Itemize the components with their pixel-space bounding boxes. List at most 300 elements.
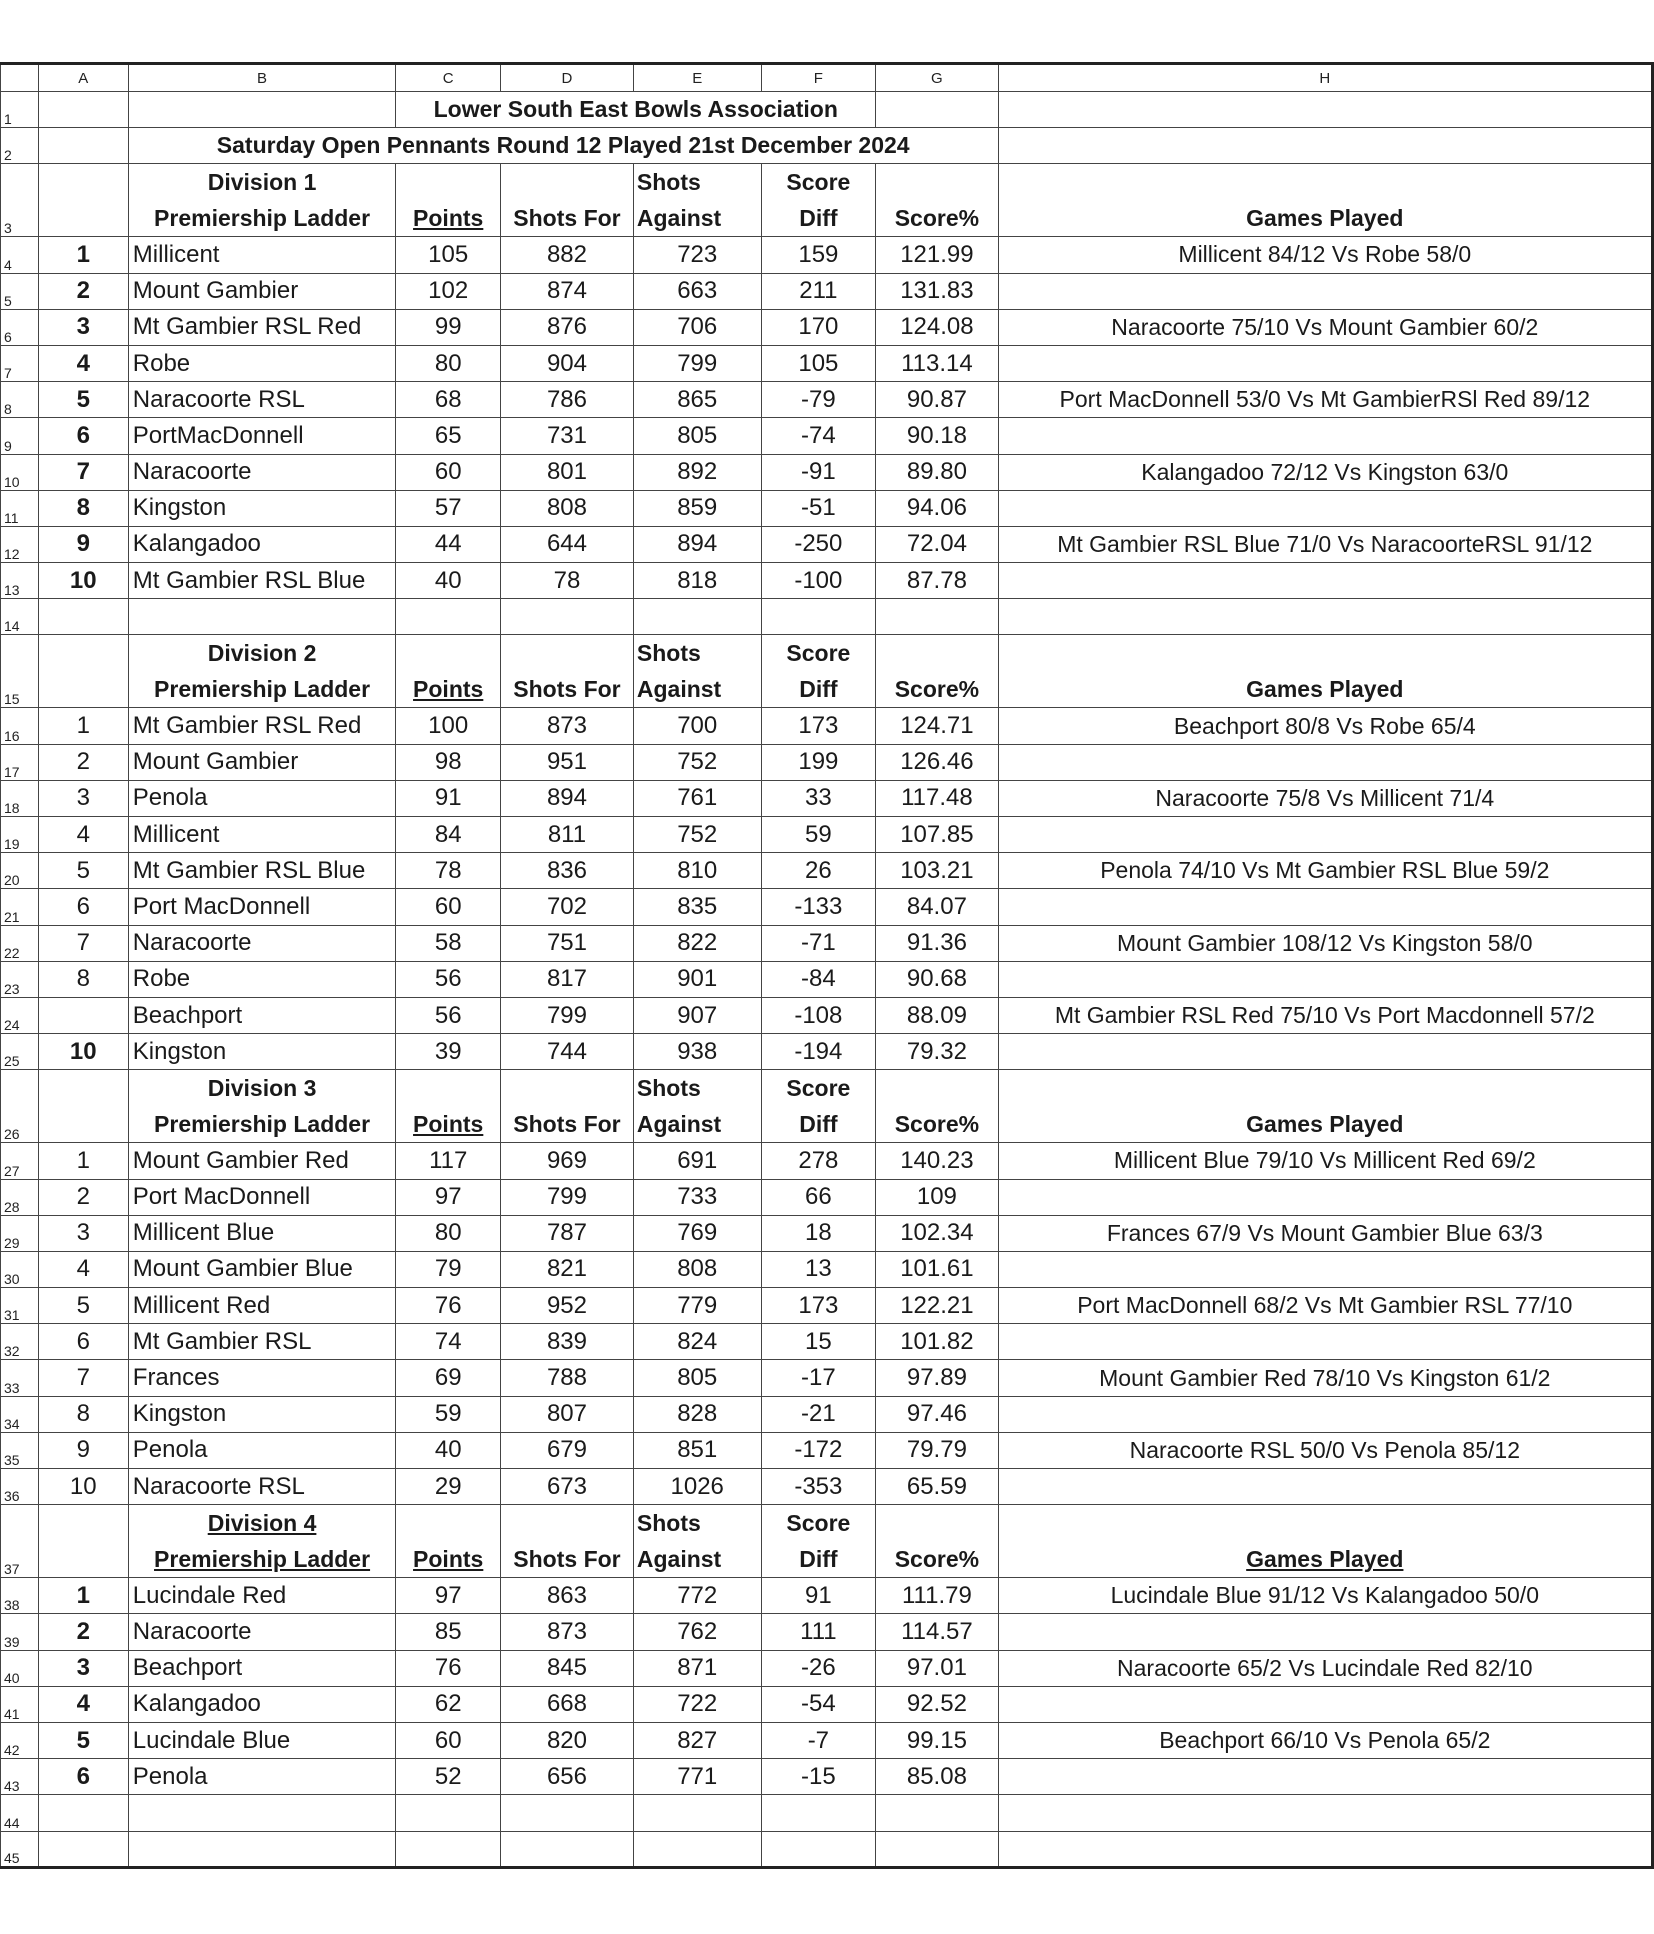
score-diff-cell[interactable]: -51: [761, 490, 876, 526]
game-played-cell[interactable]: [998, 563, 1652, 599]
row-number[interactable]: 7: [1, 345, 39, 381]
team-name-cell[interactable]: Frances: [128, 1360, 396, 1396]
game-played-cell[interactable]: Kalangadoo 72/12 Vs Kingston 63/0: [998, 454, 1652, 490]
score-percent-cell[interactable]: 117.48: [876, 780, 998, 816]
rank-cell[interactable]: 10: [38, 1034, 128, 1070]
team-name-cell[interactable]: Mount Gambier Blue: [128, 1251, 396, 1287]
shots-for-cell[interactable]: 820: [501, 1722, 634, 1758]
points-cell[interactable]: 76: [396, 1650, 501, 1686]
score-percent-cell[interactable]: 131.83: [876, 273, 998, 309]
games-played-header[interactable]: [998, 1070, 1652, 1143]
score-diff-header[interactable]: [761, 1070, 876, 1143]
game-played-cell[interactable]: Naracoorte 65/2 Vs Lucindale Red 82/10: [998, 1650, 1652, 1686]
games-played-header[interactable]: [998, 164, 1652, 237]
shots-against-cell[interactable]: 799: [633, 345, 761, 381]
cell-empty[interactable]: [633, 599, 761, 635]
shots-against-cell[interactable]: 907: [633, 997, 761, 1033]
points-cell[interactable]: 56: [396, 961, 501, 997]
row-number[interactable]: 31: [1, 1288, 39, 1324]
points-cell[interactable]: 52: [396, 1759, 501, 1795]
shots-against-cell[interactable]: 691: [633, 1143, 761, 1179]
game-played-cell[interactable]: Lucindale Blue 91/12 Vs Kalangadoo 50/0: [998, 1578, 1652, 1614]
corner-cell[interactable]: [1, 64, 39, 92]
points-cell[interactable]: 57: [396, 490, 501, 526]
game-played-cell[interactable]: Mt Gambier RSL Blue 71/0 Vs NaracoorteRSL 91/12: [998, 526, 1652, 562]
score-percent-cell[interactable]: 88.09: [876, 997, 998, 1033]
shots-against-header[interactable]: [633, 1505, 761, 1578]
score-diff-cell[interactable]: 278: [761, 1143, 876, 1179]
score-diff-cell[interactable]: 66: [761, 1179, 876, 1215]
cell-empty[interactable]: [501, 599, 634, 635]
score-percent-cell[interactable]: 102.34: [876, 1215, 998, 1251]
row-number[interactable]: 43: [1, 1759, 39, 1795]
score-diff-cell[interactable]: 26: [761, 853, 876, 889]
shots-against-header[interactable]: [633, 1070, 761, 1143]
score-percent-cell[interactable]: 90.87: [876, 382, 998, 418]
team-name-cell[interactable]: Kingston: [128, 490, 396, 526]
score-percent-cell[interactable]: 140.23: [876, 1143, 998, 1179]
rank-cell[interactable]: 8: [38, 490, 128, 526]
rank-cell[interactable]: 1: [38, 708, 128, 744]
points-cell[interactable]: 74: [396, 1324, 501, 1360]
shots-against-cell[interactable]: 851: [633, 1432, 761, 1468]
game-played-cell[interactable]: [998, 490, 1652, 526]
points-cell[interactable]: 99: [396, 309, 501, 345]
score-percent-cell[interactable]: 91.36: [876, 925, 998, 961]
rank-cell[interactable]: 8: [38, 961, 128, 997]
game-played-cell[interactable]: [998, 1614, 1652, 1650]
row-number[interactable]: 32: [1, 1324, 39, 1360]
score-percent-cell[interactable]: 94.06: [876, 490, 998, 526]
rank-cell[interactable]: 4: [38, 345, 128, 381]
game-played-cell[interactable]: Mount Gambier 108/12 Vs Kingston 58/0: [998, 925, 1652, 961]
game-played-cell[interactable]: Mt Gambier RSL Red 75/10 Vs Port Macdonnell 57/2: [998, 997, 1652, 1033]
team-name-cell[interactable]: Millicent Blue: [128, 1215, 396, 1251]
team-name-cell[interactable]: Kalangadoo: [128, 526, 396, 562]
shots-for-cell[interactable]: 78: [501, 563, 634, 599]
score-diff-cell[interactable]: 13: [761, 1251, 876, 1287]
row-number[interactable]: 40: [1, 1650, 39, 1686]
row-number[interactable]: 18: [1, 780, 39, 816]
rank-cell[interactable]: 3: [38, 780, 128, 816]
rank-cell[interactable]: 6: [38, 1324, 128, 1360]
shots-for-cell[interactable]: 788: [501, 1360, 634, 1396]
score-diff-header[interactable]: [761, 164, 876, 237]
points-cell[interactable]: 60: [396, 1722, 501, 1758]
points-cell[interactable]: 97: [396, 1578, 501, 1614]
row-number[interactable]: 20: [1, 853, 39, 889]
points-cell[interactable]: 80: [396, 1215, 501, 1251]
score-diff-cell[interactable]: 91: [761, 1578, 876, 1614]
shots-against-cell[interactable]: 827: [633, 1722, 761, 1758]
shots-for-cell[interactable]: 799: [501, 1179, 634, 1215]
shots-for-cell[interactable]: 787: [501, 1215, 634, 1251]
column-header-h[interactable]: H: [998, 64, 1652, 92]
team-name-cell[interactable]: Mt Gambier RSL Blue: [128, 853, 396, 889]
cell-empty[interactable]: [128, 599, 396, 635]
points-cell[interactable]: 91: [396, 780, 501, 816]
team-name-cell[interactable]: Mt Gambier RSL Blue: [128, 563, 396, 599]
score-diff-cell[interactable]: -250: [761, 526, 876, 562]
game-played-cell[interactable]: Port MacDonnell 68/2 Vs Mt Gambier RSL 77/10: [998, 1288, 1652, 1324]
row-number[interactable]: 19: [1, 817, 39, 853]
score-diff-cell[interactable]: 173: [761, 1288, 876, 1324]
points-header[interactable]: [396, 1070, 501, 1143]
row-number[interactable]: 17: [1, 744, 39, 780]
cell-empty[interactable]: [38, 164, 128, 237]
cell-empty[interactable]: [38, 1070, 128, 1143]
game-played-cell[interactable]: [998, 961, 1652, 997]
shots-for-cell[interactable]: 874: [501, 273, 634, 309]
score-percent-header[interactable]: Score%: [876, 1070, 998, 1143]
column-header-g[interactable]: G: [876, 64, 998, 92]
team-name-cell[interactable]: Mount Gambier: [128, 273, 396, 309]
score-diff-cell[interactable]: -172: [761, 1432, 876, 1468]
column-header-b[interactable]: B: [128, 64, 396, 92]
points-cell[interactable]: 60: [396, 454, 501, 490]
shots-against-cell[interactable]: 772: [633, 1578, 761, 1614]
score-diff-cell[interactable]: -15: [761, 1759, 876, 1795]
points-cell[interactable]: 69: [396, 1360, 501, 1396]
team-name-cell[interactable]: Penola: [128, 1432, 396, 1468]
score-percent-cell[interactable]: 72.04: [876, 526, 998, 562]
games-played-header[interactable]: [998, 1505, 1652, 1578]
game-played-cell[interactable]: [998, 817, 1652, 853]
score-diff-cell[interactable]: -17: [761, 1360, 876, 1396]
score-diff-cell[interactable]: 18: [761, 1215, 876, 1251]
cell-empty[interactable]: [998, 599, 1652, 635]
rank-cell[interactable]: 6: [38, 418, 128, 454]
shots-against-cell[interactable]: 810: [633, 853, 761, 889]
shots-for-cell[interactable]: 836: [501, 853, 634, 889]
game-played-cell[interactable]: Millicent Blue 79/10 Vs Millicent Red 69/2: [998, 1143, 1652, 1179]
game-played-cell[interactable]: [998, 744, 1652, 780]
shots-against-cell[interactable]: 769: [633, 1215, 761, 1251]
row-number[interactable]: 37: [1, 1505, 39, 1578]
cell-empty[interactable]: [876, 1795, 998, 1831]
shots-against-cell[interactable]: 818: [633, 563, 761, 599]
shots-against-cell[interactable]: 901: [633, 961, 761, 997]
team-name-cell[interactable]: Mt Gambier RSL: [128, 1324, 396, 1360]
team-name-cell[interactable]: Millicent: [128, 817, 396, 853]
cell-empty[interactable]: [38, 92, 128, 128]
team-name-cell[interactable]: Lucindale Blue: [128, 1722, 396, 1758]
rank-cell[interactable]: 5: [38, 1722, 128, 1758]
row-number[interactable]: 10: [1, 454, 39, 490]
shots-for-header[interactable]: Shots For: [501, 1505, 634, 1578]
team-name-cell[interactable]: Penola: [128, 1759, 396, 1795]
score-percent-cell[interactable]: 89.80: [876, 454, 998, 490]
rank-cell[interactable]: 1: [38, 1578, 128, 1614]
score-percent-cell[interactable]: 90.68: [876, 961, 998, 997]
score-diff-cell[interactable]: 59: [761, 817, 876, 853]
rank-cell[interactable]: 3: [38, 309, 128, 345]
rank-cell[interactable]: 9: [38, 526, 128, 562]
row-number[interactable]: 15: [1, 635, 39, 708]
game-played-cell[interactable]: Naracoorte 75/10 Vs Mount Gambier 60/2: [998, 309, 1652, 345]
rank-cell[interactable]: 6: [38, 1759, 128, 1795]
team-name-cell[interactable]: Mount Gambier: [128, 744, 396, 780]
score-diff-cell[interactable]: -108: [761, 997, 876, 1033]
cell-empty[interactable]: [633, 1831, 761, 1867]
shots-for-cell[interactable]: 807: [501, 1396, 634, 1432]
shots-for-cell[interactable]: 668: [501, 1686, 634, 1722]
shots-against-cell[interactable]: 752: [633, 744, 761, 780]
rank-cell[interactable]: 1: [38, 1143, 128, 1179]
points-cell[interactable]: 97: [396, 1179, 501, 1215]
column-header-c[interactable]: C: [396, 64, 501, 92]
cell-empty[interactable]: [38, 1795, 128, 1831]
points-cell[interactable]: 40: [396, 1432, 501, 1468]
score-percent-cell[interactable]: 122.21: [876, 1288, 998, 1324]
team-name-cell[interactable]: Kalangadoo: [128, 1686, 396, 1722]
score-diff-cell[interactable]: 15: [761, 1324, 876, 1360]
score-percent-cell[interactable]: 97.89: [876, 1360, 998, 1396]
rank-cell[interactable]: 2: [38, 1179, 128, 1215]
score-diff-cell[interactable]: 105: [761, 345, 876, 381]
points-header[interactable]: [396, 635, 501, 708]
rank-cell[interactable]: 5: [38, 1288, 128, 1324]
score-percent-cell[interactable]: 85.08: [876, 1759, 998, 1795]
shots-against-cell[interactable]: 805: [633, 418, 761, 454]
cell-empty[interactable]: [998, 92, 1652, 128]
team-name-cell[interactable]: PortMacDonnell: [128, 418, 396, 454]
points-cell[interactable]: 44: [396, 526, 501, 562]
rank-cell[interactable]: 4: [38, 1686, 128, 1722]
row-number[interactable]: 39: [1, 1614, 39, 1650]
cell-empty[interactable]: [396, 1795, 501, 1831]
points-cell[interactable]: 60: [396, 889, 501, 925]
cell-empty[interactable]: [876, 1831, 998, 1867]
points-header[interactable]: [396, 164, 501, 237]
shots-against-cell[interactable]: 779: [633, 1288, 761, 1324]
score-percent-cell[interactable]: 101.61: [876, 1251, 998, 1287]
points-cell[interactable]: 40: [396, 563, 501, 599]
score-percent-cell[interactable]: 90.18: [876, 418, 998, 454]
score-percent-cell[interactable]: 101.82: [876, 1324, 998, 1360]
shots-for-cell[interactable]: 845: [501, 1650, 634, 1686]
points-cell[interactable]: 68: [396, 382, 501, 418]
row-number[interactable]: 29: [1, 1215, 39, 1251]
row-number[interactable]: 33: [1, 1360, 39, 1396]
cell-empty[interactable]: [396, 599, 501, 635]
rank-cell[interactable]: 8: [38, 1396, 128, 1432]
score-diff-cell[interactable]: 111: [761, 1614, 876, 1650]
row-number[interactable]: 28: [1, 1179, 39, 1215]
score-diff-cell[interactable]: -54: [761, 1686, 876, 1722]
score-diff-cell[interactable]: -74: [761, 418, 876, 454]
team-name-cell[interactable]: Beachport: [128, 1650, 396, 1686]
row-number[interactable]: 13: [1, 563, 39, 599]
score-diff-cell[interactable]: -7: [761, 1722, 876, 1758]
points-cell[interactable]: 56: [396, 997, 501, 1033]
shots-against-cell[interactable]: 700: [633, 708, 761, 744]
team-name-cell[interactable]: Naracoorte: [128, 454, 396, 490]
row-number[interactable]: 21: [1, 889, 39, 925]
score-diff-cell[interactable]: 33: [761, 780, 876, 816]
points-cell[interactable]: 29: [396, 1469, 501, 1505]
shots-against-cell[interactable]: 722: [633, 1686, 761, 1722]
shots-against-cell[interactable]: 762: [633, 1614, 761, 1650]
cell-empty[interactable]: [396, 1831, 501, 1867]
row-number[interactable]: 22: [1, 925, 39, 961]
score-percent-cell[interactable]: 114.57: [876, 1614, 998, 1650]
division-title-cell[interactable]: [128, 164, 396, 237]
shots-against-cell[interactable]: 822: [633, 925, 761, 961]
cell-empty[interactable]: [501, 1795, 634, 1831]
score-percent-cell[interactable]: 113.14: [876, 345, 998, 381]
rank-cell[interactable]: 5: [38, 382, 128, 418]
score-diff-cell[interactable]: 199: [761, 744, 876, 780]
cell-empty[interactable]: [998, 1795, 1652, 1831]
points-cell[interactable]: 78: [396, 853, 501, 889]
round-subtitle[interactable]: Saturday Open Pennants Round 12 Played 21st December 2024: [128, 128, 998, 164]
points-cell[interactable]: 65: [396, 418, 501, 454]
row-number[interactable]: 34: [1, 1396, 39, 1432]
rank-cell[interactable]: 7: [38, 1360, 128, 1396]
game-played-cell[interactable]: Beachport 66/10 Vs Penola 65/2: [998, 1722, 1652, 1758]
score-percent-cell[interactable]: 87.78: [876, 563, 998, 599]
shots-for-cell[interactable]: 786: [501, 382, 634, 418]
row-number[interactable]: 14: [1, 599, 39, 635]
row-number[interactable]: 23: [1, 961, 39, 997]
score-diff-cell[interactable]: -133: [761, 889, 876, 925]
team-name-cell[interactable]: Robe: [128, 961, 396, 997]
row-number[interactable]: 3: [1, 164, 39, 237]
game-played-cell[interactable]: Naracoorte 75/8 Vs Millicent 71/4: [998, 780, 1652, 816]
shots-against-cell[interactable]: 733: [633, 1179, 761, 1215]
row-number[interactable]: 12: [1, 526, 39, 562]
shots-for-cell[interactable]: 817: [501, 961, 634, 997]
cell-empty[interactable]: [501, 1831, 634, 1867]
shots-for-cell[interactable]: 821: [501, 1251, 634, 1287]
row-number[interactable]: 11: [1, 490, 39, 526]
rank-cell[interactable]: 10: [38, 563, 128, 599]
game-played-cell[interactable]: [998, 1396, 1652, 1432]
rank-cell[interactable]: 4: [38, 1251, 128, 1287]
shots-against-cell[interactable]: 865: [633, 382, 761, 418]
cell-empty[interactable]: [128, 1795, 396, 1831]
shots-for-cell[interactable]: 904: [501, 345, 634, 381]
row-number[interactable]: 1: [1, 92, 39, 128]
rank-cell[interactable]: 2: [38, 744, 128, 780]
shots-against-cell[interactable]: 1026: [633, 1469, 761, 1505]
association-title[interactable]: Lower South East Bowls Association: [396, 92, 876, 128]
shots-against-cell[interactable]: 938: [633, 1034, 761, 1070]
score-diff-header[interactable]: [761, 635, 876, 708]
score-percent-cell[interactable]: 99.15: [876, 1722, 998, 1758]
score-percent-cell[interactable]: 126.46: [876, 744, 998, 780]
shots-against-cell[interactable]: 871: [633, 1650, 761, 1686]
score-percent-cell[interactable]: 97.46: [876, 1396, 998, 1432]
row-number[interactable]: 38: [1, 1578, 39, 1614]
cell-empty[interactable]: [998, 1831, 1652, 1867]
points-cell[interactable]: 117: [396, 1143, 501, 1179]
row-number[interactable]: 5: [1, 273, 39, 309]
shots-against-cell[interactable]: 771: [633, 1759, 761, 1795]
row-number[interactable]: 42: [1, 1722, 39, 1758]
game-played-cell[interactable]: Millicent 84/12 Vs Robe 58/0: [998, 237, 1652, 273]
rank-cell[interactable]: 6: [38, 889, 128, 925]
column-header-f[interactable]: F: [761, 64, 876, 92]
cell-empty[interactable]: [876, 92, 998, 128]
shots-for-cell[interactable]: 808: [501, 490, 634, 526]
game-played-cell[interactable]: [998, 1324, 1652, 1360]
points-cell[interactable]: 62: [396, 1686, 501, 1722]
shots-for-cell[interactable]: 644: [501, 526, 634, 562]
score-percent-header[interactable]: Score%: [876, 1505, 998, 1578]
score-percent-cell[interactable]: 79.79: [876, 1432, 998, 1468]
shots-for-cell[interactable]: 702: [501, 889, 634, 925]
shots-for-header[interactable]: Shots For: [501, 635, 634, 708]
score-diff-cell[interactable]: -26: [761, 1650, 876, 1686]
score-percent-cell[interactable]: 65.59: [876, 1469, 998, 1505]
team-name-cell[interactable]: Mount Gambier Red: [128, 1143, 396, 1179]
shots-against-cell[interactable]: 706: [633, 309, 761, 345]
row-number[interactable]: 36: [1, 1469, 39, 1505]
row-number[interactable]: 8: [1, 382, 39, 418]
rank-cell[interactable]: 9: [38, 1432, 128, 1468]
game-played-cell[interactable]: Penola 74/10 Vs Mt Gambier RSL Blue 59/2: [998, 853, 1652, 889]
score-diff-header[interactable]: [761, 1505, 876, 1578]
shots-against-cell[interactable]: 835: [633, 889, 761, 925]
rank-cell[interactable]: 10: [38, 1469, 128, 1505]
shots-against-cell[interactable]: 723: [633, 237, 761, 273]
cell-empty[interactable]: [761, 599, 876, 635]
rank-cell[interactable]: 7: [38, 925, 128, 961]
shots-against-cell[interactable]: 663: [633, 273, 761, 309]
game-played-cell[interactable]: Port MacDonnell 53/0 Vs Mt GambierRSl Red 89/12: [998, 382, 1652, 418]
shots-against-cell[interactable]: 824: [633, 1324, 761, 1360]
score-diff-cell[interactable]: 211: [761, 273, 876, 309]
cell-empty[interactable]: [38, 1831, 128, 1867]
shots-for-cell[interactable]: 799: [501, 997, 634, 1033]
rank-cell[interactable]: 7: [38, 454, 128, 490]
column-header-d[interactable]: D: [501, 64, 634, 92]
game-played-cell[interactable]: [998, 345, 1652, 381]
points-header[interactable]: [396, 1505, 501, 1578]
game-played-cell[interactable]: Beachport 80/8 Vs Robe 65/4: [998, 708, 1652, 744]
score-diff-cell[interactable]: -100: [761, 563, 876, 599]
score-diff-cell[interactable]: 173: [761, 708, 876, 744]
team-name-cell[interactable]: Naracoorte: [128, 1614, 396, 1650]
points-cell[interactable]: 98: [396, 744, 501, 780]
cell-empty[interactable]: [128, 92, 396, 128]
points-cell[interactable]: 79: [396, 1251, 501, 1287]
column-header-a[interactable]: A: [38, 64, 128, 92]
rank-cell[interactable]: 2: [38, 1614, 128, 1650]
score-percent-cell[interactable]: 109: [876, 1179, 998, 1215]
cell-empty[interactable]: [38, 599, 128, 635]
score-diff-cell[interactable]: 170: [761, 309, 876, 345]
shots-against-cell[interactable]: 892: [633, 454, 761, 490]
team-name-cell[interactable]: Lucindale Red: [128, 1578, 396, 1614]
points-cell[interactable]: 59: [396, 1396, 501, 1432]
row-number[interactable]: 9: [1, 418, 39, 454]
team-name-cell[interactable]: Kingston: [128, 1396, 396, 1432]
shots-for-cell[interactable]: 801: [501, 454, 634, 490]
row-number[interactable]: 25: [1, 1034, 39, 1070]
cell-empty[interactable]: [876, 599, 998, 635]
score-diff-cell[interactable]: -79: [761, 382, 876, 418]
game-played-cell[interactable]: [998, 1034, 1652, 1070]
team-name-cell[interactable]: Beachport: [128, 997, 396, 1033]
row-number[interactable]: 45: [1, 1831, 39, 1867]
score-diff-cell[interactable]: -353: [761, 1469, 876, 1505]
column-header-e[interactable]: E: [633, 64, 761, 92]
score-diff-cell[interactable]: -21: [761, 1396, 876, 1432]
rank-cell[interactable]: 3: [38, 1650, 128, 1686]
